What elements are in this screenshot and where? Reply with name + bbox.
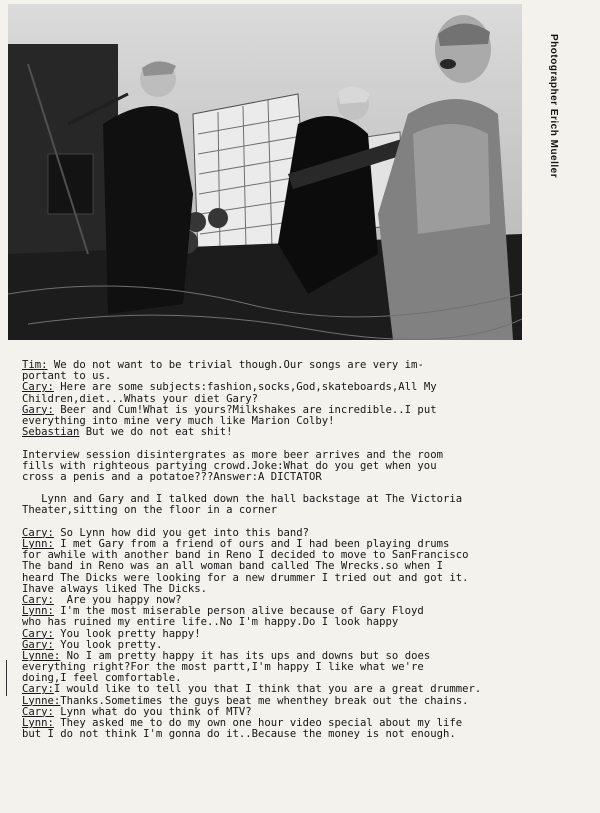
text-line [22,427,594,438]
line-text: I would like to tell you that I think that you are a great drummer. [53,683,482,696]
speaker-label: Cary: [22,705,54,718]
line-text: Thanks.Sometimes the guys beat me whenthey break out the chains. [60,694,469,707]
speaker-label: Lynn: [22,538,54,550]
line-text: Here are some subjects:fashion,socks,God,skateboards,All My [53,381,437,394]
line-text: No I am pretty happy it has its ups and downs but so does [60,649,431,662]
text-line [22,472,594,483]
line-text: Ihave always liked The Dicks. [22,582,207,595]
concert-photo [8,4,522,340]
speaker-label: Cary: [22,593,54,606]
speaker-label: Cary: [22,381,54,394]
line-text: So Lynn how did you get into this band? [53,526,310,539]
interview-text [22,360,594,740]
line-text: We do not want to be trivial though.Our songs are very im- [47,359,424,371]
line-text: Lynn and Gary and I talked down the hall backstage at The Victoria [22,493,463,506]
line-text: Children,diet...Whats your diet Gary? [22,392,258,405]
margin-marks [6,660,13,696]
line-text: but I do not think I'm gonna do it..Because the money is not enough. [22,728,456,741]
line-text: doing,I feel comfortable. [22,672,182,685]
speaker-label: Lynne: [22,694,61,707]
photo-credit: Photographer Erich Mueller [548,34,559,179]
line-text: for awhile with another band in Reno I decided to move to SanFrancisco [22,549,469,562]
speaker-label: Sebastian [22,426,80,439]
speaker-label: Lynn: [22,717,54,729]
line-text: everything into mine very much like Marion Colby! [22,414,335,427]
line-text: I'm the most miserable person alive because of Gary Floyd [53,605,424,618]
line-text: everything right?For the most partt,I'm happy I like what we're [22,661,424,674]
speaker-label: Lynne: [22,649,61,662]
line-text: portant to us. [22,370,112,383]
concert-photo-illustration [8,4,522,340]
line-text: You look pretty. [53,638,163,651]
speaker-label: Tim: [22,359,48,371]
line-text: But we do not eat shit! [79,426,233,439]
line-text: They asked me to do my own one hour video special about my life [53,717,463,729]
line-text: The band in Reno was an all woman band called The Wrecks.so when I [22,560,443,573]
line-text: I met Gary from a friend of ours and I had been playing drums [53,538,450,550]
line-text: Theater,sitting on the floor in a corner [22,504,278,517]
text-line [22,505,594,516]
line-text: who has ruined my entire life..No I'm happy.Do I look happy [22,616,399,629]
speaker-label: Cary: [22,526,54,539]
line-text: You look pretty happy! [53,627,201,640]
line-text: cross a penis and a potatoe???Answer:A DICTATOR [22,470,322,483]
speaker-label: Lynn: [22,605,54,618]
line-text: heard The Dicks were looking for a new drummer I tried out and got it. [22,571,469,584]
line-text: Interview session disintergrates as more beer arrives and the room [22,448,443,461]
line-text: Beer and Cum!What is yours?Milkshakes are incredible..I put [53,403,437,416]
text-line [22,729,594,740]
speaker-label: Cary: [22,683,54,696]
speaker-label: Cary: [22,627,54,640]
speaker-label: Gary: [22,638,54,651]
line-text: fills with righteous partying crowd.Joke:What do you get when you [22,459,437,472]
line-text: Lynn what do you think of MTV? [53,705,252,718]
speaker-label: Gary: [22,403,54,416]
line-text: Are you happy now? [53,593,182,606]
